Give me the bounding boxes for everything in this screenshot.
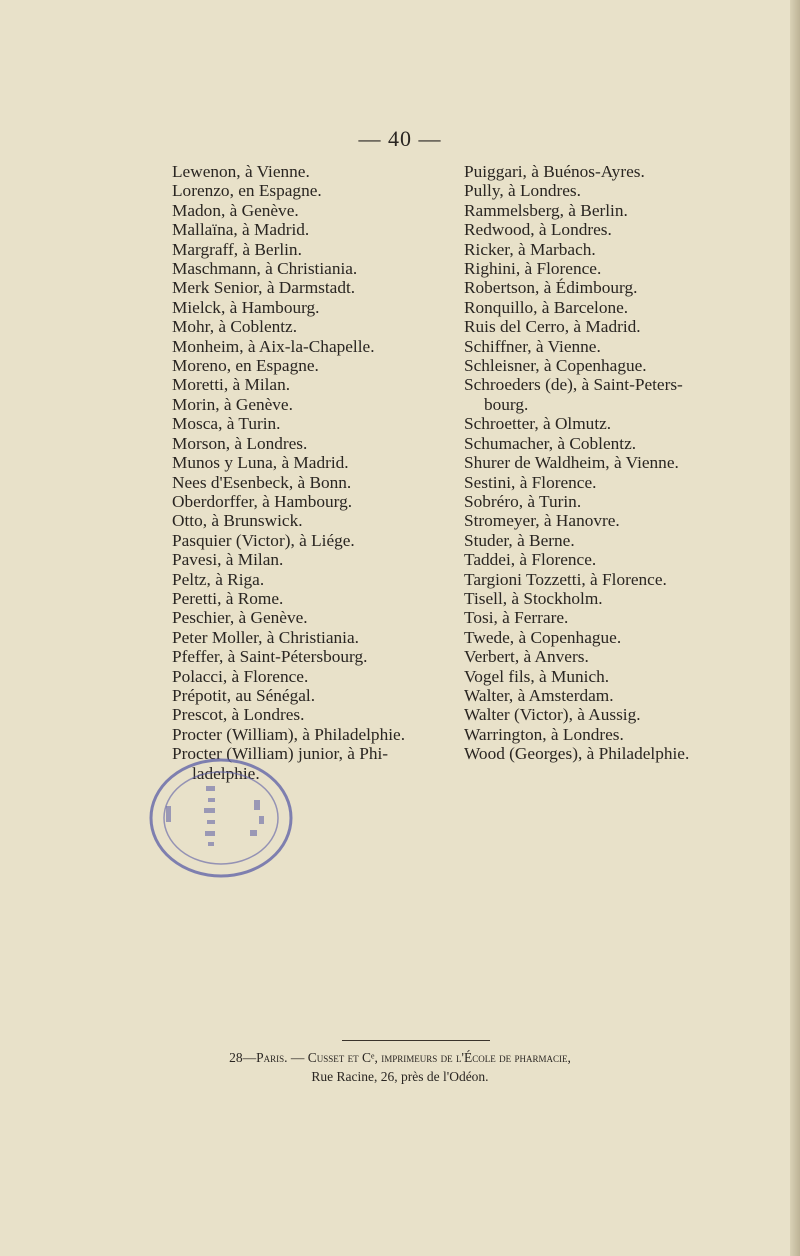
list-item: Lewenon, à Vienne. [172, 162, 310, 181]
list-item: Nees d'Esenbeck, à Bonn. [172, 472, 352, 492]
list-item: Moreno, en Espagne. [172, 356, 319, 376]
list-item: Verbert, à Anvers. [464, 647, 589, 667]
list-item: Procter (William) junior, à Phi- [172, 744, 389, 764]
list-item: Munos y Luna, à Madrid. [172, 453, 349, 473]
list-item: Ronquillo, à Barcelone. [464, 297, 629, 317]
list-item: Wood (Georges), à Philadelphie. [464, 744, 690, 764]
list-item: Peretti, à Rome. [172, 588, 284, 608]
list-item: Twede, à Copenhague. [464, 627, 622, 647]
list-item: Ricker, à Marbach. [464, 239, 596, 259]
list-item: Morin, à Genève. [172, 394, 293, 414]
list-item: Sestini, à Florence. [464, 472, 597, 492]
list-item: Shurer de Waldheim, à Vienne. [464, 453, 679, 473]
list-item: Warrington, à Londres. [464, 724, 624, 744]
list-item: Prescot, à Londres. [172, 705, 305, 725]
list-item: Schiffner, à Vienne. [464, 336, 601, 356]
list-item: Pully, à Londres. [464, 181, 581, 201]
list-item: Schroetter, à Olmutz. [464, 414, 612, 434]
list-item: Stromeyer, à Hanovre. [464, 511, 620, 531]
list-item: Procter (William), à Philadelphie. [172, 724, 406, 744]
left-column [172, 162, 452, 783]
list-item: Moretti, à Milan. [172, 375, 291, 395]
list-item: Morson, à Londres. [172, 433, 308, 453]
imprint-rule [342, 1040, 490, 1041]
list-item: Schumacher, à Coblentz. [464, 433, 637, 453]
list-item: Tisell, à Stockholm. [464, 588, 603, 608]
list-item: Oberdorffer, à Hambourg. [172, 491, 353, 511]
list-item: Monheim, à Aix-la-Chapelle. [172, 336, 375, 356]
list-item: Otto, à Brunswick. [172, 511, 303, 531]
list-item: Pfeffer, à Saint-Pétersbourg. [172, 647, 368, 667]
list-item: Mielck, à Hambourg. [172, 297, 320, 317]
list-item: bourg. [484, 394, 529, 414]
printer-imprint [0, 1048, 800, 1086]
list-item: Prépotit, au Sénégal. [172, 685, 316, 705]
right-column [464, 162, 724, 764]
list-item: Polacci, à Florence. [172, 666, 309, 686]
list-item: Pavesi, à Milan. [172, 550, 284, 570]
list-item: Vogel fils, à Munich. [464, 666, 610, 686]
imprint-line-1: 28—Paris. — Cusset et Cᵉ, imprimeurs de l'École de pharmacie, [229, 1050, 571, 1065]
list-item: Ruis del Cerro, à Madrid. [464, 317, 641, 337]
list-item: Sobréro, à Turin. [464, 491, 582, 511]
list-item: Schroeders (de), à Saint-Peters- [464, 375, 683, 395]
list-item: Madon, à Genève. [172, 200, 299, 220]
list-item: ladelphie. [192, 763, 260, 783]
list-item: Merk Senior, à Darmstadt. [172, 278, 356, 298]
list-item: Lorenzo, en Espagne. [172, 181, 322, 201]
list-item: Redwood, à Londres. [464, 220, 612, 240]
list-item: Schleisner, à Copenhague. [464, 356, 647, 376]
list-item: Walter, à Amsterdam. [464, 685, 614, 705]
list-item: Maschmann, à Christiania. [172, 259, 358, 279]
list-item: Peltz, à Riga. [172, 569, 265, 589]
list-item: Mosca, à Turin. [172, 414, 281, 434]
page-number: — 40 — [358, 126, 442, 151]
list-item: Pasquier (Victor), à Liége. [172, 530, 355, 550]
list-item: Puiggari, à Buénos-Ayres. [464, 162, 645, 181]
list-item: Mallaïna, à Madrid. [172, 220, 310, 240]
list-item: Peschier, à Genève. [172, 608, 308, 628]
list-item: Peter Moller, à Christiania. [172, 627, 359, 647]
list-item: Tosi, à Ferrare. [464, 608, 569, 628]
library-stamp [146, 756, 296, 880]
list-item: Righini, à Florence. [464, 259, 602, 279]
list-item: Robertson, à Édimbourg. [464, 278, 638, 298]
list-item: Rammelsberg, à Berlin. [464, 200, 628, 220]
list-item: Mohr, à Coblentz. [172, 317, 298, 337]
list-item: Targioni Tozzetti, à Florence. [464, 569, 667, 589]
list-item: Margraff, à Berlin. [172, 239, 302, 259]
list-item: Studer, à Berne. [464, 530, 575, 550]
list-item: Walter (Victor), à Aussig. [464, 705, 641, 725]
list-item: Taddei, à Florence. [464, 550, 597, 570]
imprint-line-2: Rue Racine, 26, près de l'Odéon. [311, 1069, 489, 1084]
